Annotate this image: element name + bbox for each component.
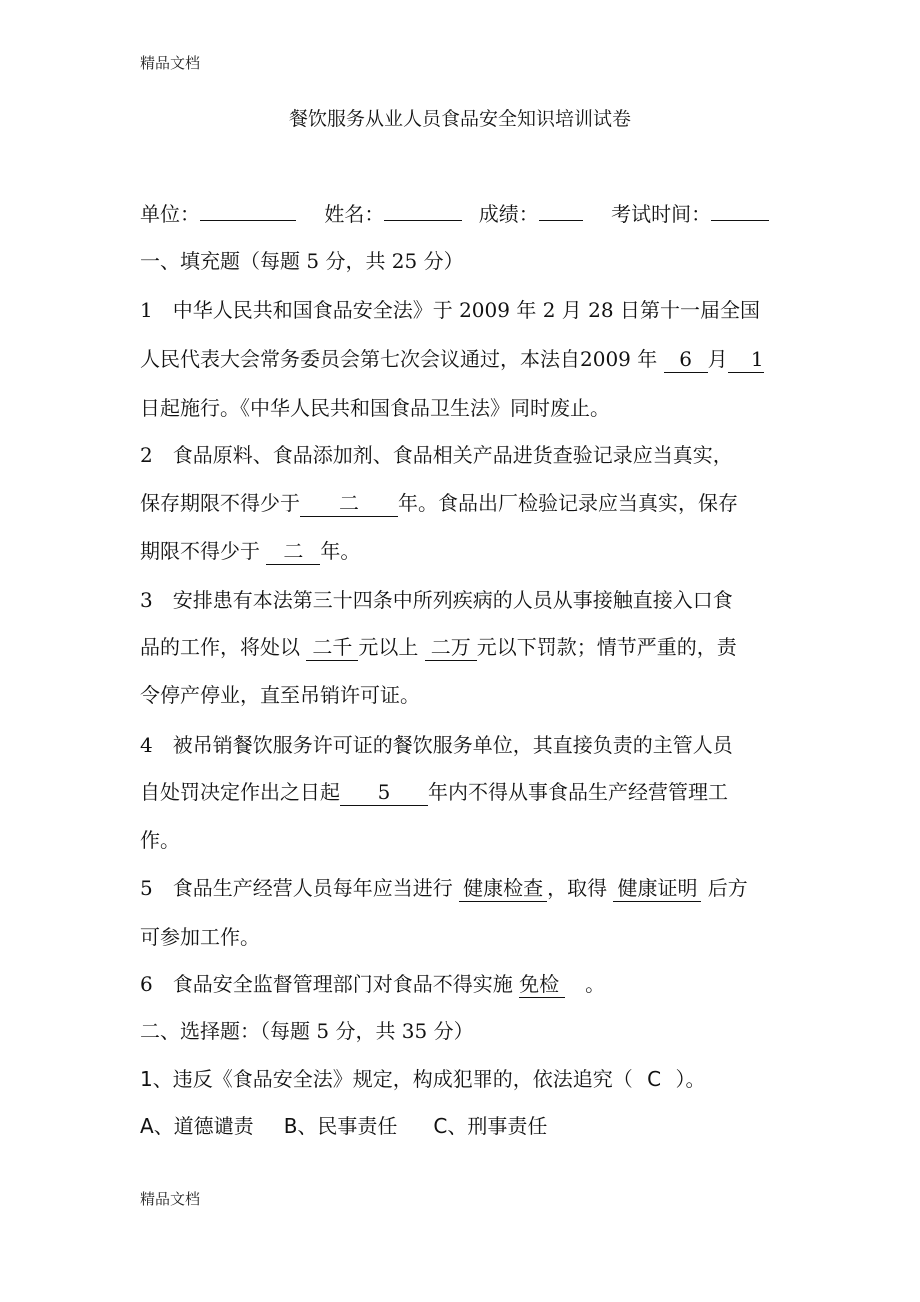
q2-line3-post: 年。 [320,539,361,563]
score-field[interactable] [539,220,583,221]
q1-month-text: 月 [707,347,728,371]
option-b-letter: B [283,1114,298,1138]
q5-text-post: 后方 [701,876,748,900]
q6-text: 6 食品安全监督管理部门对食品不得实施 [140,972,520,996]
page-title: 餐饮服务从业人员食品安全知识培训试卷 [288,108,631,130]
q2-line3 [140,537,360,565]
unit-label: 单位： [140,202,200,226]
q3-line2 [140,633,737,661]
option-b[interactable] [284,1114,398,1138]
option-c-letter: C [433,1114,448,1138]
q4-line2 [140,778,728,806]
option-c[interactable] [433,1114,547,1138]
q3-line1: 3 安排患有本法第三十四条中所列疾病的人员从事接触直接入口食 [140,588,733,612]
q5-answer-b: 健康证明 [613,875,701,902]
q2-line1-text: 2 食品原料、食品添加剂、食品相关产品进货查验记录应当真实， [140,443,733,467]
q1-line3: 日起施行。《中华人民共和国食品卫生法》同时废止。 [140,396,610,420]
q4-line1: 4 被吊销餐饮服务许可证的餐饮服务单位，其直接负责的主管人员 [140,733,733,757]
q3-text: 品的工作，将处以 [140,635,307,659]
q4-line3: 作。 [140,828,180,852]
q4-text-post: 年内不得从事食品生产经营管理工 [428,780,728,804]
q3-text-mid: 元以上 [358,635,425,659]
option-a-text: 、道德谴责 [153,1114,254,1138]
score-label: 成绩： [478,202,539,226]
q1-line1: 1 中华人民共和国食品安全法》于 2009 年 2 月 28 日第十一届全国 [140,298,760,322]
option-a-letter: A [140,1114,154,1138]
q3-text-post: 元以下罚款；情节严重的，责 [476,635,737,659]
q2-text-post: 年。食品出厂检验记录应当真实，保存 [398,491,738,515]
time-field[interactable] [711,220,769,221]
q6-answer: 免检 [519,971,565,998]
q2-text: 保存期限不得少于 [140,491,300,515]
section1-heading: 一、填充题（每题 5 分，共 25 分） [140,249,464,273]
choice-q1-number: 1 [140,1067,153,1091]
option-b-text: 、民事责任 [297,1114,398,1138]
choice-q1 [140,1065,705,1093]
q2-line1 [140,441,733,469]
option-a[interactable] [140,1114,254,1138]
q2-line2 [140,489,738,517]
q1-text: 人民代表大会常务委员会第七次会议通过，本法自2009 年 [140,347,664,371]
q5-text: 5 食品生产经营人员每年应当进行 [140,876,460,900]
q5-line2: 可参加工作。 [140,925,260,949]
q3-answer-a: 二千 [306,634,358,661]
q1-line2 [140,345,764,373]
q4-answer: 5 [340,779,428,806]
q4-text: 自处罚决定作出之日起 [140,780,340,804]
time-label: 考试时间： [611,202,712,226]
choice-q1-options [140,1112,547,1140]
choice-q1-text-post: ）。 [669,1067,706,1091]
q6-line1 [140,970,605,998]
q2-line3-text: 期限不得少于 [140,539,267,563]
q3-line3: 令停产停业，直至吊销许可证。 [140,683,420,707]
q3-answer-b: 二万 [425,634,477,661]
option-c-text: 、刑事责任 [447,1114,548,1138]
q5-line1 [140,874,748,902]
choice-q1-text: 、违反《食品安全法》规定，构成犯罪的，依法追究（ [152,1067,640,1091]
choice-q1-answer: C [647,1067,662,1091]
q2-answer-b: 二 [266,538,320,565]
q6-text-post: 。 [565,972,606,996]
footer-watermark: 精品文档 [140,1190,201,1208]
q2-answer-a: 二 [300,490,398,517]
q1-answer-day: 1 [728,346,764,373]
section2-heading: 二、选择题：（每题 5 分，共 35 分） [140,1019,474,1043]
name-label: 姓名： [324,202,385,226]
q1-answer-month: 6 [664,346,708,373]
unit-field[interactable] [200,220,296,221]
header-watermark: 精品文档 [140,54,201,72]
name-field[interactable] [384,220,462,221]
q5-text-mid: ，取得 [547,876,614,900]
info-row [140,200,769,228]
q5-answer-a: 健康检查 [459,875,547,902]
